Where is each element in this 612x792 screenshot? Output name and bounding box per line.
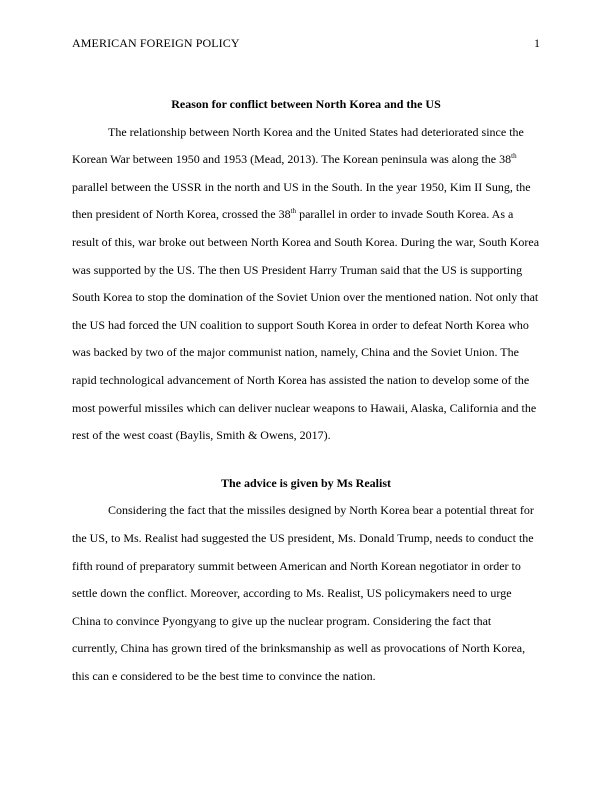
text-line: result of this, war broke out between North Korea and South Korea. During the war, South Korea [72,234,540,249]
ordinal-superscript: th [290,207,297,216]
document-body [72,94,540,693]
ordinal-superscript: th [511,152,517,161]
text-line: was supported by the US. The then US President Harry Truman said that the US is supporting [72,262,523,277]
text-line: currently, China has grown tired of the brinksmanship as well as provocations of North Korea, [72,641,526,656]
text-line: the US had forced the UN coalition to support South Korea in order to defeat North Korea who [72,317,529,332]
text-line: the US, to Ms. Realist had suggested the US president, Ms. Donald Trump, needs to conduct the [72,530,534,545]
text-line: China to convince Pyongyang to give up the nuclear program. Considering the fact that [72,613,492,628]
text-segment: then president of North Korea, crossed the 38 [72,207,291,222]
running-head: AMERICAN FOREIGN POLICY [72,36,240,50]
text-line: Considering the fact that the missiles designed by North Korea bear a potential threat for [108,503,534,518]
text-segment: Korean War between 1950 and 1953 (Mead, 2013). The Korean peninsula was along the 38 [72,152,512,167]
section-heading-conflict: Reason for conflict between North Korea and the US [171,97,441,111]
text-line [72,204,540,232]
text-line: this can e considered to be the best time to convince the nation. [72,668,376,683]
paragraph-conflict [72,122,540,453]
text-line: The relationship between North Korea and the United States had deteriorated since the [108,124,524,139]
text-line [72,149,540,177]
text-line: fifth round of preparatory summit between American and North Korean negotiator in order to [72,558,521,573]
page-number: 1 [534,36,540,50]
section-heading-advice: The advice is given by Ms Realist [221,475,391,490]
text-line: parallel between the USSR in the north and US in the South. In the year 1950, Kim II Sung, the [72,179,531,194]
text-line: rapid technological advancement of North Korea has assisted the nation to develop some of the [72,372,530,387]
text-line: rest of the west coast (Baylis, Smith & Owens, 2017). [72,428,331,443]
text-line: was backed by two of the major communist nation, namely, China and the Soviet Union. The [72,345,519,360]
text-segment: parallel in order to invade South Korea. As a [296,207,514,222]
text-line: South Korea to stop the domination of the Soviet Union over the mentioned nation. Not only that [72,290,539,305]
paragraph-advice [72,500,540,693]
blank-line [72,453,540,473]
text-line: settle down the conflict. Moreover, according to Ms. Realist, US policymakers need to urge [72,586,512,601]
text-line: most powerful missiles which can deliver nuclear weapons to Hawaii, Alaska, California and the [72,400,537,415]
